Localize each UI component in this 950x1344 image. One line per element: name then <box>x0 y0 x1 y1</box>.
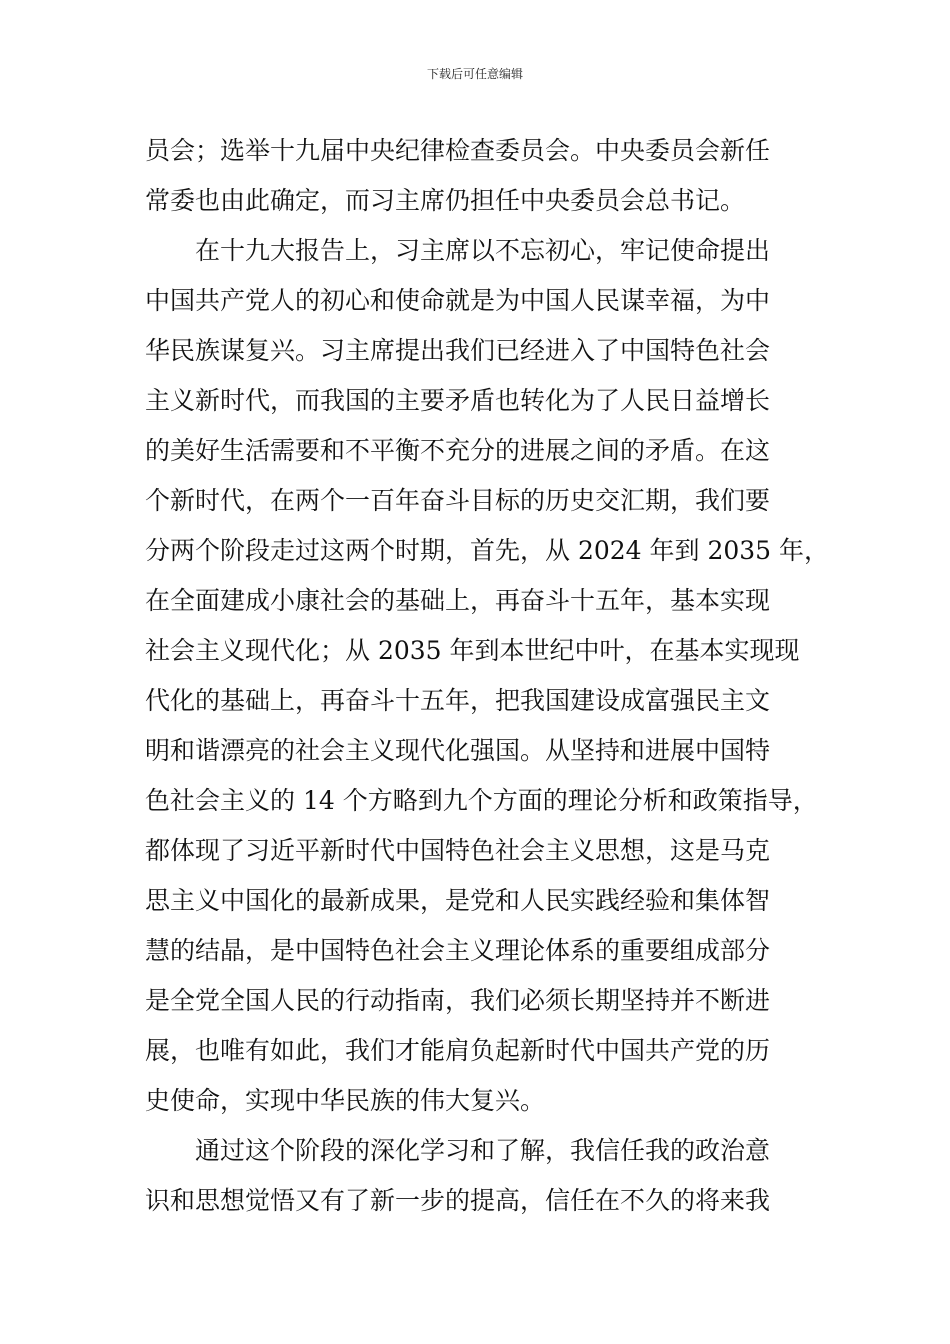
paragraph-line: 展，也唯有如此，我们才能肩负起新时代中国共产党的历 <box>145 1036 771 1065</box>
paragraph-line: 主义新时代，而我国的主要矛盾也转化为了人民日益增长 <box>145 386 771 415</box>
paragraph-line: 的美好生活需要和不平衡不充分的进展之间的矛盾。在这 <box>145 436 771 465</box>
paragraph-line: 代化的基础上，再奋斗十五年，把我国建设成富强民主文 <box>145 686 771 715</box>
paragraph-line: 在全面建成小康社会的基础上，再奋斗十五年，基本实现 <box>145 586 771 615</box>
paragraph-line: 思主义中国化的最新成果，是党和人民实践经验和集体智 <box>145 886 771 915</box>
paragraph-first-line: 通过这个阶段的深化学习和了解，我信任我的政治意 <box>195 1136 771 1165</box>
paragraph-line: 慧的结晶，是中国特色社会主义理论体系的重要组成部分 <box>145 936 771 965</box>
document-body <box>145 126 830 1226</box>
paragraph-line: 史使命，实现中华民族的伟大复兴。 <box>145 1086 546 1115</box>
page-header: 下载后可任意编辑 <box>426 67 523 81</box>
paragraph-line: 员会；选举十九届中央纪律检查委员会。中央委员会新任 <box>145 136 771 165</box>
paragraph-line: 中国共产党人的初心和使命就是为中国人民谋幸福，为中 <box>145 286 771 315</box>
paragraph-line: 分两个阶段走过这两个时期，首先，从 2024 年到 2035 年， <box>145 536 830 565</box>
paragraph-line: 都体现了习近平新时代中国特色社会主义思想，这是马克 <box>145 836 771 865</box>
paragraph-line: 明和谐漂亮的社会主义现代化强国。从坚持和进展中国特 <box>145 736 771 765</box>
paragraph-line: 常委也由此确定，而习主席仍担任中央委员会总书记。 <box>145 186 746 215</box>
paragraph-line: 识和思想觉悟又有了新一步的提高，信任在不久的将来我 <box>145 1186 771 1215</box>
paragraph-line: 华民族谋复兴。习主席提出我们已经进入了中国特色社会 <box>145 336 771 365</box>
paragraph-line: 是全党全国人民的行动指南，我们必须长期坚持并不断进 <box>145 986 771 1015</box>
paragraph-line: 社会主义现代化；从 2035 年到本世纪中叶，在基本实现现 <box>145 636 800 665</box>
paragraph-first-line: 在十九大报告上，习主席以不忘初心，牢记使命提出 <box>195 236 771 265</box>
paragraph-line: 色社会主义的 14 个方略到九个方面的理论分析和政策指导， <box>145 786 818 815</box>
paragraph-line: 个新时代，在两个一百年奋斗目标的历史交汇期，我们要 <box>145 486 771 515</box>
